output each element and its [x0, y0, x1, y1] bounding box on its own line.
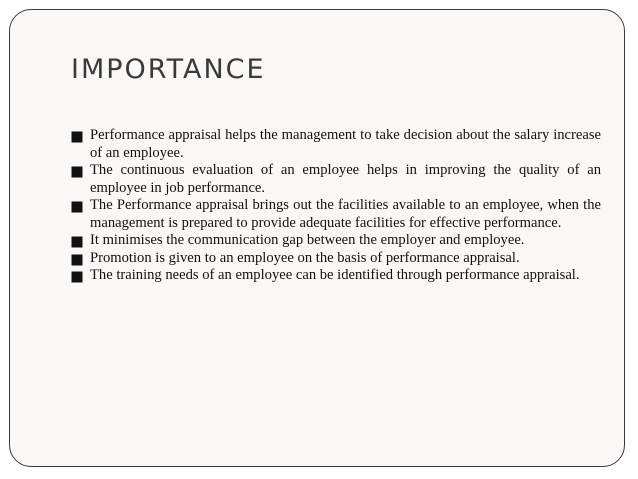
bullet-text: The continuous evaluation of an employee helps in improving the quality of an employee in job performance. — [90, 162, 601, 196]
square-bullet-icon — [71, 236, 84, 248]
bullet-item — [71, 162, 601, 197]
square-bullet-icon — [71, 271, 84, 283]
bullet-text: Promotion is given to an employee on the basis of performance appraisal. — [90, 249, 520, 266]
bullet-list — [71, 127, 601, 285]
square-bullet-icon — [71, 254, 84, 266]
square-bullet-icon — [71, 201, 84, 213]
bullet-item — [71, 127, 601, 162]
bullet-item — [71, 197, 601, 232]
bullet-item — [71, 267, 601, 285]
square-bullet-icon — [71, 166, 84, 178]
bullet-text: The Performance appraisal brings out the facilities available to an employee, when the management is prepared to provide adequate facilities for effective performance. — [90, 197, 601, 231]
bullet-text: It minimises the communication gap between the employer and employee. — [90, 232, 525, 248]
bullet-item — [71, 250, 601, 268]
bullet-text: The training needs of an employee can be identified through performance appraisal. — [90, 267, 580, 283]
bullet-item — [71, 232, 601, 250]
bullet-text: Performance appraisal helps the management to take decision about the salary increase of an employee. — [90, 127, 601, 161]
slide-title: IMPORTANCE — [71, 54, 266, 85]
square-bullet-icon — [71, 131, 84, 143]
